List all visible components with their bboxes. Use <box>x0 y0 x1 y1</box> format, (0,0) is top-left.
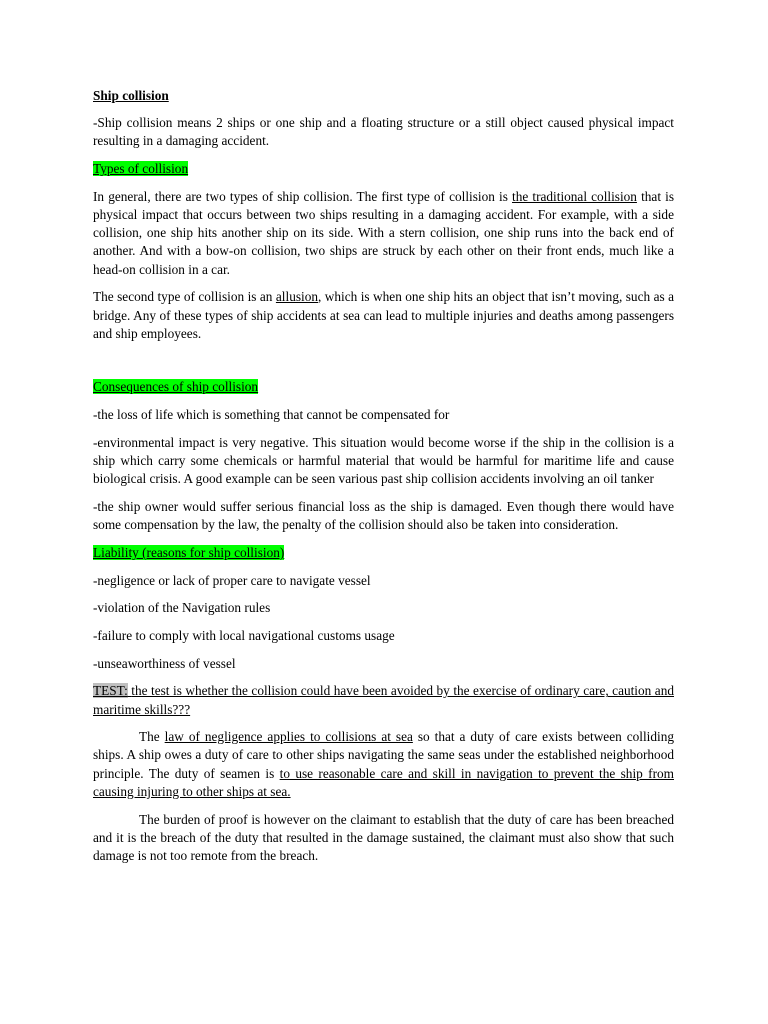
liability-item: -failure to comply with local navigational customs usage <box>93 627 395 643</box>
liability-heading: Liability (reasons for ship collision) <box>93 544 285 560</box>
blank-line <box>93 352 674 378</box>
liability-item: -violation of the Navigation rules <box>93 600 271 616</box>
duty-of-seamen-term: to use reasonable care and skill in navigation to prevent the ship from causing injuring to other ships at sea. <box>93 765 674 799</box>
traditional-collision-term: the traditional collision <box>512 188 637 204</box>
types-p2-text-a: The second type of collision is an <box>93 289 276 305</box>
negligence-text-b: so that a duty of care exists between colliding ships. A ship owes a duty of care to other ships navigating the same seas under the established neighborhood principle. The duty of seamen is <box>93 729 674 781</box>
consequences-heading-line <box>93 378 674 396</box>
intro-paragraph: -Ship collision means 2 ships or one ship and a floating structure or a still object caused physical impact resulting in a damaging accident. <box>93 115 674 149</box>
liability-heading-line <box>93 544 674 562</box>
test-label: TEST: <box>93 683 128 699</box>
liability-item: -unseaworthiness of vessel <box>93 655 236 671</box>
negligence-text-a: The <box>139 729 165 745</box>
document-body <box>93 87 674 875</box>
types-heading: Types of collision <box>93 161 189 177</box>
types-p1-text-b: that is physical impact that occurs between two ships resulting in a damaging accident. For example, with a side collision, one ship hits another ship on its side. With a stern collision, one ship runs into the back end of another. And with a bow-on collision, two ships are struck by each other on their front ends, much like a head-on collision in a car. <box>93 188 675 277</box>
consequence-item: -the ship owner would suffer serious financial loss as the ship is damaged. Even though there would have some compensation by the law, the penalty of the collision should also be taken into consideration. <box>93 498 674 533</box>
allusion-term: allusion <box>275 289 319 305</box>
liability-item: -negligence or lack of proper care to navigate vessel <box>93 572 371 588</box>
types-p1-text-a: In general, there are two types of ship collision. The first type of collision is <box>93 188 513 204</box>
types-p2-text-b: , which is when one ship hits an object that isn’t moving, such as a bridge. Any of these types of ship accidents at sea can lead to multiple injuries and deaths among passengers and ship employees. <box>93 289 674 341</box>
negligence-law-term: law of negligence applies to collisions at sea <box>164 729 413 745</box>
types-paragraph-2 <box>93 288 674 343</box>
consequence-item: -environmental impact is very negative. This situation would become worse if the ship in the collision is a ship which carry some chemicals or harmful material that would be harmful for maritime life and cause biological crisis. A good example can be seen various past ship collision accidents involving an oil tanker <box>93 434 674 487</box>
consequence-item: -the loss of life which is something that cannot be compensated for <box>93 407 450 423</box>
negligence-paragraph <box>93 728 674 801</box>
types-heading-line <box>93 160 674 178</box>
types-paragraph-1 <box>93 188 674 279</box>
test-paragraph <box>93 682 674 718</box>
test-text: the test is whether the collision could have been avoided by the exercise of ordinary care, caution and maritime skills??? <box>93 683 674 717</box>
burden-paragraph: The burden of proof is however on the claimant to establish that the duty of care has been breached and it is the breach of the duty that resulted in the damage sustained, the claimant must also show that such damage is not too remote from the breach. <box>93 811 674 863</box>
document-title: Ship collision <box>93 88 169 103</box>
consequences-heading: Consequences of ship collision <box>93 379 259 395</box>
